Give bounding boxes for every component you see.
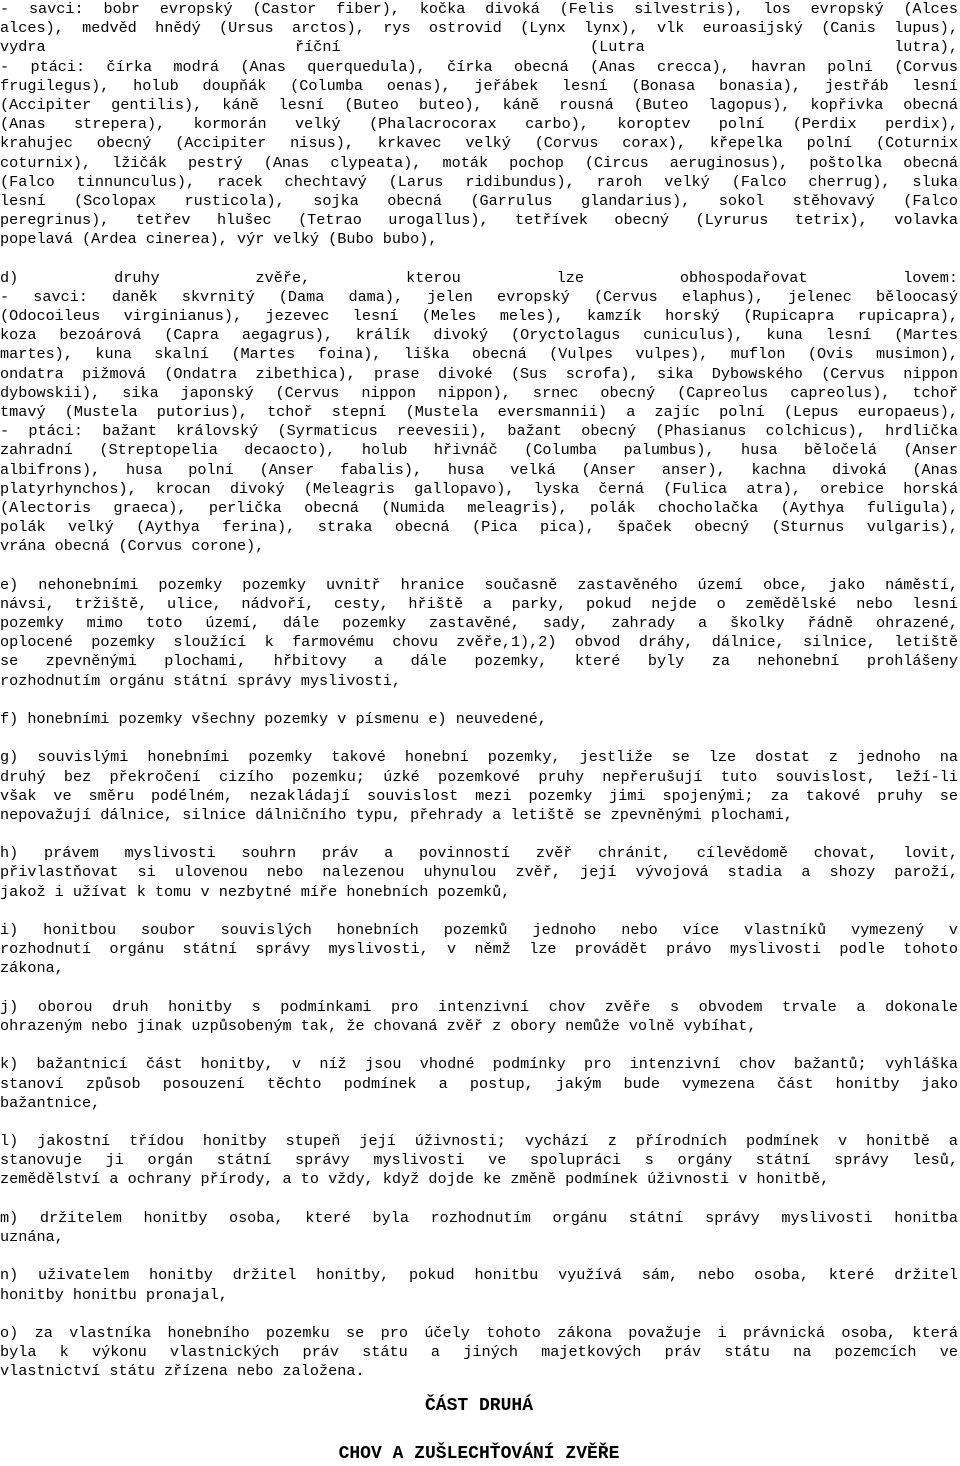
- paragraph: [0, 921, 958, 979]
- text-line: frugilegus), holub doupňák (Columba oenas), jeřábek lesní (Bonasa bonasia), jestřáb lesní: [0, 76, 958, 95]
- paragraph-gap: [0, 1247, 958, 1266]
- text-line: ohrazeným nebo jinak uzpůsobeným tak, že chovaná zvěř z obory nemůže volně vybíhat,: [0, 1016, 757, 1035]
- paragraph: [0, 748, 958, 825]
- text-line: vlastnictví státu zřízena nebo založena.: [0, 1362, 365, 1381]
- text-line: krahujec obecný (Accipiter nisus), krkavec velký (Corvus corax), křepelka polní (Coturnix: [0, 134, 958, 153]
- text-line: g) souvislými honebními pozemky takové honební pozemky, jestliže se lze dostat z jednoho na: [0, 748, 958, 767]
- paragraph-gap: [0, 249, 958, 268]
- paragraph: [0, 269, 958, 557]
- text-line: tmavý (Mustela putorius), tchoř stepní (Mustela eversmannii) a zajíc polní (Lepus europaeus),: [0, 402, 958, 421]
- text-line: popelavá (Ardea cinerea), výr velký (Bubo bubo),: [0, 230, 438, 249]
- text-line: peregrinus), tetřev hlušec (Tetrao urogallus), tetřívek obecný (Lyrurus tetrix), volavka: [0, 211, 958, 230]
- text-line: bažantnice,: [0, 1093, 101, 1112]
- text-line: rozhodnutím orgánu státní správy myslivosti,: [0, 671, 402, 690]
- text-line: však ve směru podélném, nezakládají souvislost mezi pozemky jimi spojenými; za takové pruhy se: [0, 786, 958, 805]
- paragraph-gap: [0, 825, 958, 844]
- text-line: ondatra pižmová (Ondatra zibethica), prase divoké (Sus scrofa), sika Dybowského (Cervus nippon: [0, 364, 958, 383]
- text-line: koza bezoárová (Capra aegagrus), králík divoký (Oryctolagus cuniculus), kuna lesní (Martes: [0, 326, 958, 345]
- text-line: martes), kuna skalní (Martes foina), liška obecná (Vulpes vulpes), muflon (Ovis musimon),: [0, 345, 958, 364]
- text-line: (Odocoileus virginianus), jezevec lesní (Meles meles), kamzík horský (Rupicapra rupicapra),: [0, 307, 958, 325]
- text-line: honitby honitbu pronajal,: [0, 1285, 228, 1304]
- text-line: byla k výkonu vlastnických práv státu a jiných majetkových práv státu na pozemcích ve: [0, 1343, 958, 1362]
- text-line: f) honebními pozemky všechny pozemky v písmenu e) neuvedené,: [0, 709, 547, 728]
- paragraph-gap: [0, 1113, 958, 1132]
- text-line: vrána obecná (Corvus corone),: [0, 537, 265, 556]
- text-line: stanovuje ji orgán státní správy myslivosti ve spolupráci s orgány státní správy lesů,: [0, 1151, 958, 1170]
- text-line: m) držitelem honitby osoba, které byla rozhodnutím orgánu státní správy myslivosti honitba: [0, 1208, 958, 1227]
- text-line: platyrhynchos), krocan divoký (Meleagris gallopavo), lyska černá (Fulica atra), orebice horská: [0, 479, 958, 498]
- text-line: n) uživatelem honitby držitel honitby, pokud honitbu využívá sám, nebo osoba, které držitel: [0, 1266, 958, 1285]
- paragraph-gap: [0, 1190, 958, 1209]
- paragraph: [0, 1055, 958, 1113]
- text-line: zákona,: [0, 959, 64, 978]
- text-line: (Accipiter gentilis), káně lesní (Buteo buteo), káně rousná (Buteo lagopus), kopřivka obecná: [0, 95, 958, 114]
- paragraph: [0, 1266, 958, 1304]
- part-heading: ČÁST DRUHÁ: [424, 1396, 534, 1416]
- paragraph-gap: [0, 729, 958, 748]
- text-line: e) nehonebními pozemky pozemky uvnitř hranice současně zastavěného území obce, jako náměstí,: [0, 575, 958, 594]
- text-line: polák velký (Aythya ferina), straka obecná (Pica pica), špaček obecný (Sturnus vulgaris),: [0, 518, 958, 537]
- text-line: - savci: bobr evropský (Castor fiber), kočka divoká (Felis silvestris), los evropský (Alces: [0, 0, 958, 18]
- text-line: zemědělství a ochrany přírody, a to vždy, když dojde ke změně podmínek úživnosti v honitbě,: [0, 1170, 830, 1189]
- paragraph-gap: [0, 979, 958, 998]
- text-line: - savci: daněk skvrnitý (Dama dama), jelen evropský (Cervus elaphus), jelenec běloocasý: [0, 287, 958, 306]
- text-line: i) honitbou soubor souvislých honebních pozemků jednoho nebo více vlastníků vymezený v: [0, 921, 958, 939]
- paragraph-gap: [0, 691, 958, 710]
- paragraph-gap: [0, 1305, 958, 1324]
- text-line: l) jakostní třídou honitby stupeň její úživnosti; vychází z přírodních podmínek v honitbě a: [0, 1132, 958, 1151]
- text-line: o) za vlastníka honebního pozemku se pro účely tohoto zákona považuje i právnická osoba, která: [0, 1323, 958, 1342]
- text-line: rozhodnutí orgánu státní správy myslivosti, v němž lze provádět právo myslivosti podle tohoto: [0, 940, 958, 959]
- text-line: přivlastňovat si ulovenou nebo nalezenou uhynulou zvěř, její vývojová stadia a shozy paroží,: [0, 863, 958, 882]
- text-line: lesní (Scolopax rusticola), sojka obecná (Garrulus glandarius), sokol stěhovavý (Falco: [0, 191, 958, 210]
- text-line: albifrons), husa polní (Anser fabalis), husa velká (Anser anser), kachna divoká (Anas: [0, 460, 958, 479]
- text-line: - ptáci: bažant královský (Syrmaticus reevesii), bažant obecný (Phasianus colchicus), hrdlička: [0, 422, 958, 441]
- paragraph: [0, 1132, 958, 1190]
- paragraph: [0, 1209, 958, 1247]
- text-line: d) druhy zvěře, kterou lze obhospodařovat lovem:: [0, 268, 958, 287]
- text-line: j) oborou druh honitby s podmínkami pro intenzivní chov zvěře s obvodem trvale a dokonale: [0, 997, 958, 1016]
- text-line: - ptáci: čírka modrá (Anas querquedula), čírka obecná (Anas crecca), havran polní (Corvus: [0, 57, 958, 76]
- text-line: nepovažují dálnice, silnice dálničního typu, přehrady a letiště se zpevněnými plochami,: [0, 805, 793, 824]
- paragraph: [0, 710, 958, 729]
- text-line: se zpevněnými plochami, hřbitovy a dále pozemky, které byly za nehonební prohlášeny: [0, 652, 958, 671]
- text-line: dybowskii), sika japonský (Cervus nippon nippon), srnec obecný (Capreolus capreolus), tchoř: [0, 383, 958, 402]
- text-line: pozemky mimo toto území, dále pozemky zastavěné, sady, zahrady a školky řádně ohrazené,: [0, 614, 958, 632]
- paragraph-gap: [0, 556, 958, 575]
- text-line: k) bažantnicí část honitby, v níž jsou vhodné podmínky pro intenzivní chov bažantů; vyhláška: [0, 1055, 958, 1074]
- text-line: (Alectoris graeca), perlička obecná (Numida meleagris), polák chocholačka (Aythya fuligula),: [0, 498, 958, 517]
- text-line: oplocené pozemky sloužící k farmovému chovu zvěře,1),2) obvod dráhy, dálnice, silnice, letiště: [0, 633, 958, 652]
- paragraph-gap: [0, 902, 958, 921]
- text-line: uznána,: [0, 1228, 64, 1246]
- text-line: h) právem myslivosti souhrn práv a povinností zvěř chránit, cílevědomě chovat, lovit,: [0, 844, 958, 863]
- paragraph: [0, 0, 958, 249]
- paragraph: [0, 1324, 958, 1382]
- text-line: druhý bez překročení cizího pozemku; úzké pozemkové pruhy nepřerušují tuto souvislost, leží-li: [0, 767, 958, 786]
- text-line: návsi, tržiště, ulice, nádvoří, cesty, hřiště a parky, pokud nejde o zemědělské nebo lesní: [0, 594, 958, 613]
- paragraph: [0, 576, 958, 691]
- text-line: (Anas strepera), kormorán velký (Phalacrocorax carbo), koroptev polní (Perdix perdix),: [0, 115, 958, 134]
- paragraph: [0, 998, 958, 1036]
- paragraph: [0, 844, 958, 902]
- text-line: alces), medvěd hnědý (Ursus arctos), rys ostrovid (Lynx lynx), vlk euroasijský (Canis lupus),: [0, 19, 958, 38]
- text-line: coturnix), lžičák pestrý (Anas clypeata), moták pochop (Circus aeruginosus), poštolka obecná: [0, 153, 958, 172]
- text-line: jakož i užívat k tomu v nezbytné míře honebních pozemků,: [0, 882, 511, 901]
- text-line: vydra říční (Lutra lutra),: [0, 38, 958, 57]
- text-line: zahradní (Streptopelia decaocto), holub hřivnáč (Columba palumbus), husa běločelá (Anser: [0, 441, 958, 460]
- text-line: (Falco tinnunculus), racek chechtavý (Larus ridibundus), raroh velký (Falco cherrug), sluka: [0, 172, 958, 191]
- text-line: stanoví způsob posouzení těchto podmínek a postup, jakým bude vymezena část honitby jako: [0, 1074, 958, 1093]
- part-title: CHOV A ZUŠLECHŤOVÁNÍ ZVĚŘE: [338, 1444, 620, 1464]
- paragraph-gap: [0, 1036, 958, 1055]
